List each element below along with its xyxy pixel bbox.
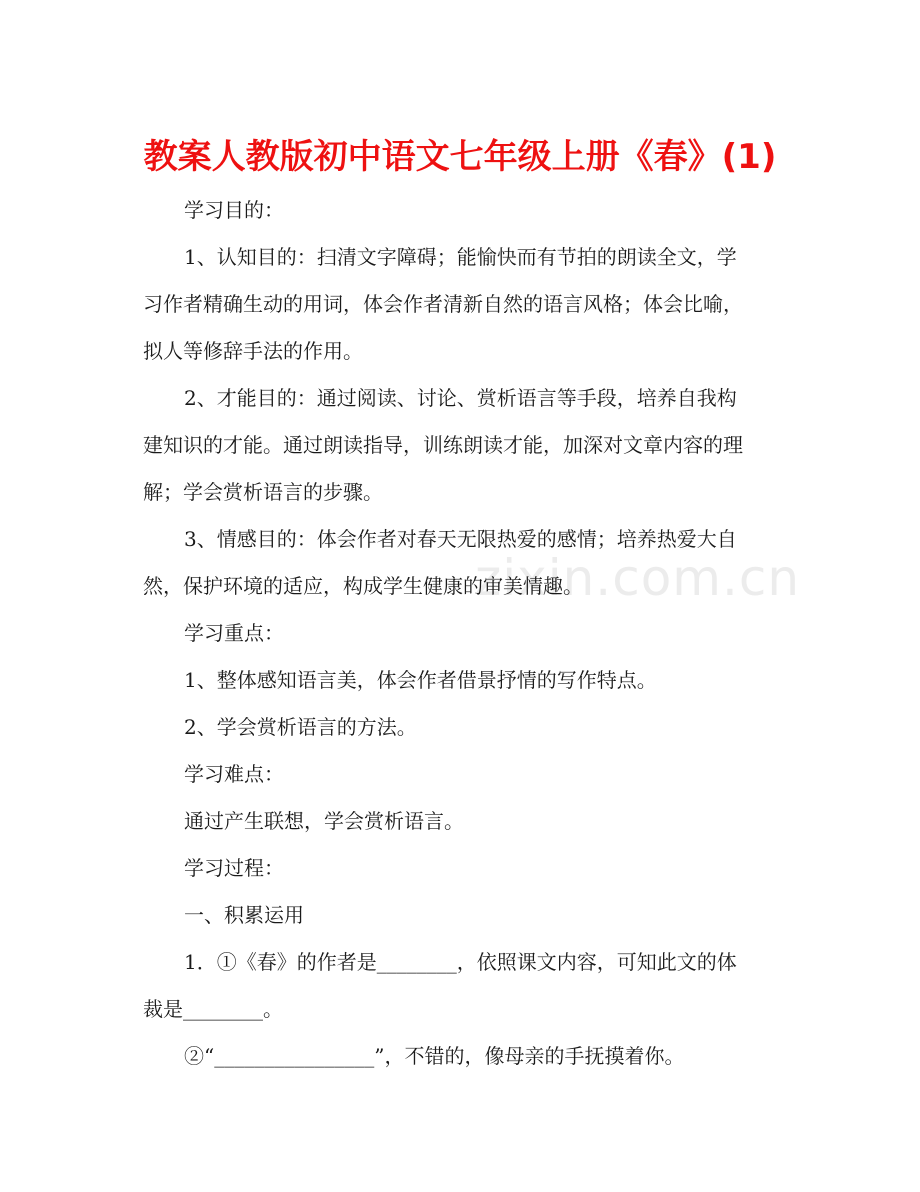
paragraph-line: 通过产生联想，学会赏析语言。 [184, 809, 464, 833]
paragraph-line: 1、认知目的：扫清文字障碍；能愉快而有节拍的朗读全文，学 [184, 245, 737, 269]
exercise-line: ②“________________”，不错的，像母亲的手抚摸着你。 [184, 1044, 685, 1068]
exercise-line: 1．①《春》的作者是________，依照课文内容，可知此文的体 [184, 950, 737, 974]
heading-difficulties: 学习难点： [184, 762, 284, 786]
watermark: zixin.com.cn [475, 549, 801, 607]
paragraph-line: 然，保护环境的适应，构成学生健康的审美情趣。 [143, 574, 583, 598]
document-title: 教案人教版初中语文七年级上册《春》(1) [143, 137, 777, 177]
paragraph-line: 拟人等修辞手法的作用。 [143, 339, 363, 363]
paragraph-line: 1、整体感知语言美，体会作者借景抒情的写作特点。 [184, 668, 657, 692]
heading-key-points: 学习重点： [184, 621, 284, 645]
heading-process: 学习过程： [184, 856, 284, 880]
paragraph-line: 2、学会赏析语言的方法。 [184, 715, 417, 739]
paragraph-line: 2、才能目的：通过阅读、讨论、赏析语言等手段，培养自我构 [184, 386, 737, 410]
paragraph-line: 建知识的才能。通过朗读指导，训练朗读才能，加深对文章内容的理 [143, 433, 743, 457]
paragraph-line: 解；学会赏析语言的步骤。 [143, 480, 383, 504]
paragraph-line: 习作者精确生动的用词，体会作者清新自然的语言风格；体会比喻， [143, 292, 743, 316]
section-heading: 一、积累运用 [184, 903, 304, 927]
paragraph-line: 3、情感目的：体会作者对春天无限热爱的感情；培养热爱大自 [184, 527, 737, 551]
exercise-line: 裁是________。 [143, 997, 283, 1021]
heading-objectives: 学习目的： [184, 198, 284, 222]
